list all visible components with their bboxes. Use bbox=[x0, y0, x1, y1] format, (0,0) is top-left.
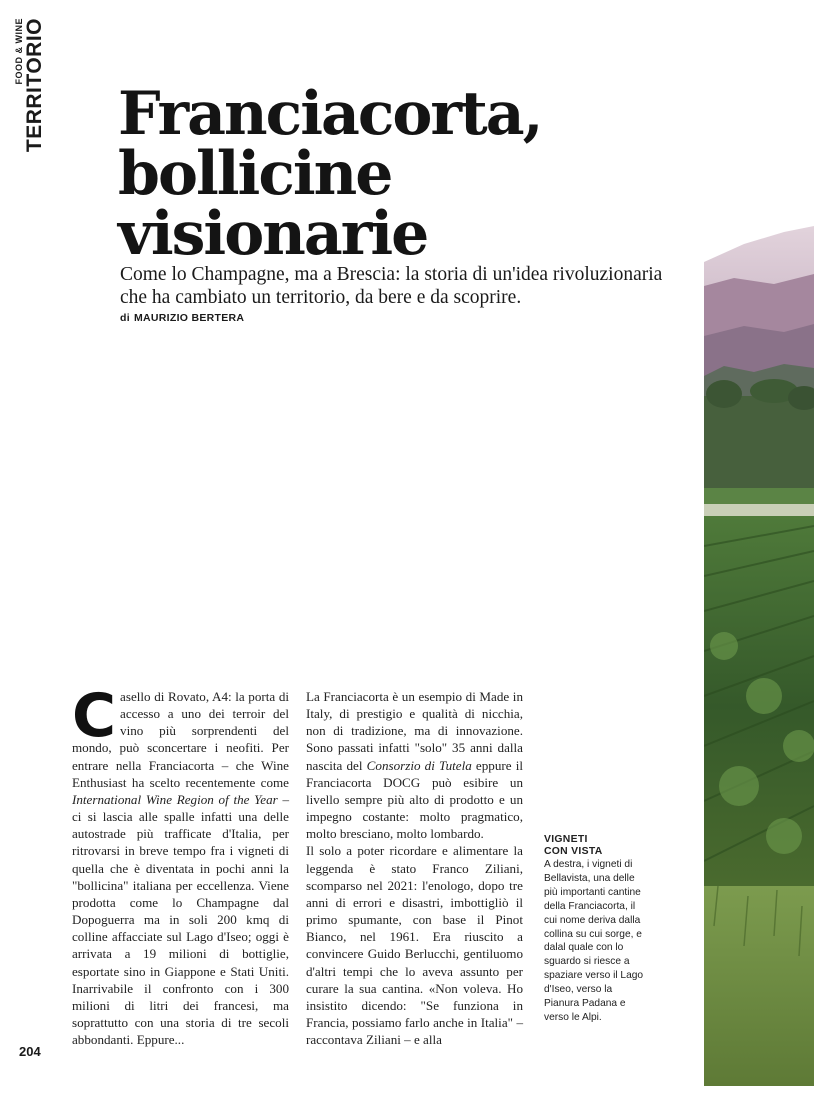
caption-title-line-2: CON VISTA bbox=[544, 846, 603, 857]
caption-text: A destra, i vigneti di Bellavista, una delle più importanti cantine della Franciacorta, il cui nome deriva dalla collina su cui sorge, e dalal quale con lo sguardo si riesce a spaziare verso il Lago d'Iseo, verso la Pianura Padana e verso le Alpi. bbox=[544, 859, 644, 1023]
article-column-2 bbox=[306, 688, 523, 1048]
headline-line-3: visionarie bbox=[118, 199, 428, 269]
section-small-label: FOOD & WINE bbox=[14, 18, 24, 85]
column-2-paragraph-1 bbox=[306, 688, 523, 842]
byline-author: MAURIZIO BERTERA bbox=[133, 312, 245, 324]
col1-text-start: asello di Rovato, A4: la porta di accesso a uno dei terroir del vino più sorprendenti del mondo, può sconcertare i neofiti. Per entrare nella Franciacorta – che Wine Enthusiast ha scelto recentemente come bbox=[72, 689, 289, 790]
article-headline bbox=[118, 79, 678, 269]
article-subtitle: Come lo Champagne, ma a Brescia: la storia di un'idea rivoluzionaria che ha cambiato un territorio, da bere e da scoprire. bbox=[120, 264, 663, 308]
column-1-paragraph bbox=[72, 681, 289, 1048]
section-label bbox=[14, 18, 46, 158]
byline-prefix: di bbox=[120, 312, 130, 324]
vineyard-photo bbox=[704, 226, 814, 1086]
page-number: 204 bbox=[19, 1044, 41, 1059]
section-title: TERRITORIO bbox=[23, 18, 46, 153]
headline-line-1: Franciacorta, bbox=[118, 79, 542, 149]
col1-text-end: – ci si lascia alle spalle infatti una delle autostrade più trafficate d'Italia, per ritrovarsi in breve tempo fra i vigneti di quella che è diventata in pochi anni la "bollicina" italiana per eccellenza. Viene prodotta come lo Champagne dal Dopoguerra ma in soli 200 kmq di colline affacciate sul Lago d'Iseo; oggi è arrivata a 19 milioni di bottiglie, esportate sino in Giappone e Stati Uniti. Inarrivabile il confronto con i 300 milioni di litri dei francesi, ma soprattutto con una storia di tre secoli abbondanti. Eppure... bbox=[72, 791, 289, 1048]
col2-italic-text: Consorzio di Tutela bbox=[366, 757, 472, 773]
photo-caption bbox=[544, 834, 650, 1025]
byline bbox=[120, 312, 244, 324]
headline-line-2: bollicine bbox=[118, 139, 392, 209]
col2-text-end: eppure il Franciacorta DOCG può esibire un livello sempre più alto di prodotto e un impegno costante: molto pragmatico, molto bresciano, molto lombardo. bbox=[306, 757, 523, 842]
article-column-1 bbox=[72, 681, 289, 1048]
column-2-paragraph-2: Il solo a poter ricordare e alimentare la leggenda è stato Franco Ziliani, scomparso nel 2021: l'enologo, dopo tre anni di errori e disastri, imbottigliò il primo spumante, con base il Pinot Bianco, nel 1961. Era riuscito a convincere Guido Berlucchi, gentiluomo d'altri tempi che lo aveva assunto per curare la sua cantina. «Non voleva. Ho insistito dicendo: "Se funziona in Francia, possiamo farlo anche in Italia" – raccontava Ziliani – e alla bbox=[306, 843, 523, 1048]
col1-italic-text: International Wine Region of the Year bbox=[72, 791, 278, 807]
col2-text-start: La Franciacorta è un esempio di Made in Italy, di prestigio e qualità di nicchia, non di tradizione, ma di innovazione. Sono passati infatti "solo" 35 anni dalla nascita del bbox=[306, 689, 523, 773]
drop-cap: C bbox=[72, 681, 117, 751]
caption-title-line-1: VIGNETI bbox=[544, 834, 588, 845]
